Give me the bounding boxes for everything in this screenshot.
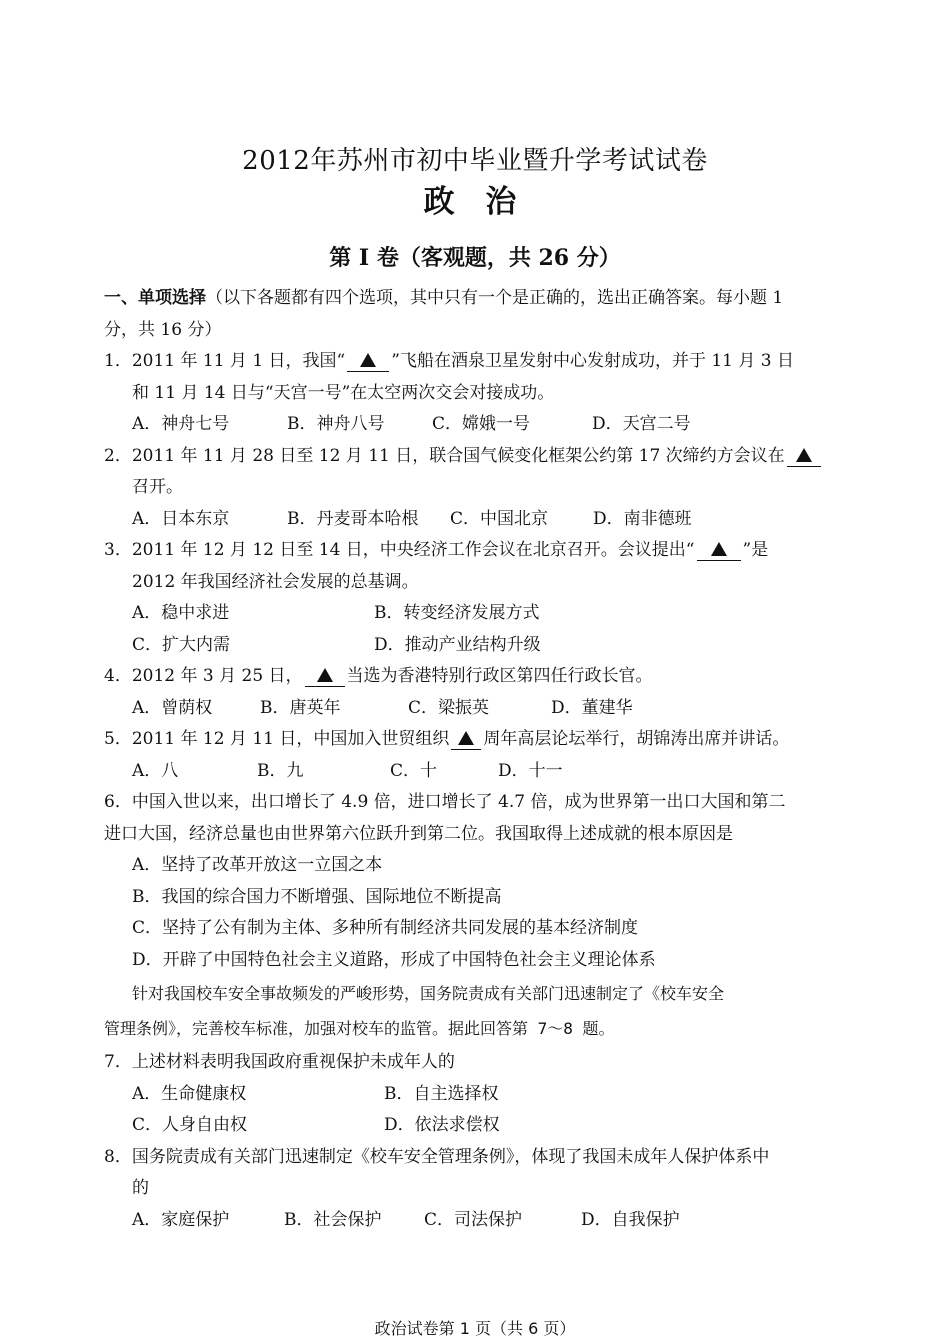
q2-line-2: 召开。 [132,477,183,497]
question-3 [104,535,849,567]
q8-options [104,1205,849,1237]
q3-text-a: 3．2011 年 12 月 12 日至 14 日，中央经济工作会议在北京召开。会议提出“ [104,540,695,560]
q3-options-row-2 [104,630,849,662]
option-b: B．九 [257,760,304,781]
q6-line-2: 进口大国，经济总量也由世界第六位跃升到第二位。我国取得上述成就的根本原因是 [104,823,733,844]
q5-text-a: 5．2011 年 12 月 11 日，中国加入世贸组织 [104,729,450,749]
option-c: C．嫦娥一号 [432,414,531,434]
volume-heading: 第 I 卷（客观题，共 26 分） [329,245,621,271]
q1-text-a: 1．2011 年 11 月 1 日，我国“ [104,351,346,371]
option-c: C．十 [390,760,438,781]
q4-text-a: 4．2012 年 3 月 25 日， [104,666,303,686]
option-c: C．司法保护 [424,1209,523,1230]
option-a: A．稳中求进 [132,603,230,623]
answer-blank [305,666,345,687]
triangle-icon [458,731,474,745]
subject-title: 政 治 [423,184,527,220]
triangle-icon [317,668,333,682]
option-b: B．神舟八号 [287,414,385,434]
question-4 [104,661,849,693]
option-c: C．人身自由权 [132,1115,248,1135]
q4-text-b: 当选为香港特别行政区第四任行政长官。 [346,666,653,686]
option-d: D．推动产业结构升级 [374,634,541,655]
q5-options [104,756,849,788]
question-5 [104,724,849,756]
q2-text-a: 2．2011 年 11 月 28 日至 12 月 11 日，联合国气候变化框架公约第 17 次缔约方会议在 [104,445,785,466]
option-d: D．开辟了中国特色社会主义道路，形成了中国特色社会主义理论体系 [132,949,656,970]
option-d: D．十一 [498,760,563,781]
q1-text-b: ”飞船在酒泉卫星发射中心发射成功，并于 11 月 3 日 [391,351,795,371]
option-b: B．我国的综合国力不断增强、国际地位不断提高 [132,886,502,907]
option-a: A．生命健康权 [132,1083,247,1104]
option-b: B．唐英年 [260,697,341,718]
section-instr-2: 分，共 16 分） [104,319,222,340]
answer-blank [451,729,481,750]
option-d: D．南非德班 [593,508,692,529]
q3-options-row-1 [104,598,849,630]
q2-options [104,504,849,536]
option-a: A．日本东京 [132,508,230,529]
option-c: C．中国北京 [450,508,549,529]
question-2 [104,441,849,473]
option-c: C．坚持了公有制为主体、多种所有制经济共同发展的基本经济制度 [132,918,639,938]
page-footer: 政治试卷第 1 页（共 6 页） [374,1319,576,1338]
question-body [104,283,849,1236]
option-a: A．家庭保护 [132,1209,230,1230]
q5-text-b: 周年高层论坛举行，胡锦涛出席并讲话。 [483,729,790,749]
section-instr-1: （以下各题都有四个选项，其中只有一个是正确的，选出正确答案。每小题 1 [206,288,784,308]
option-d: D．依法求偿权 [384,1115,500,1135]
option-a: A．神舟七号 [132,414,230,434]
q1-options [104,409,849,441]
exam-title: 2012年苏州市初中毕业暨升学考试试卷 [242,146,708,176]
q1-line-2: 和 11 月 14 日与“天宫一号”在太空两次交会对接成功。 [132,382,555,403]
option-c: C．梁振英 [408,697,490,718]
option-d: D．天宫二号 [592,414,691,434]
option-d: D．自我保护 [581,1209,680,1230]
option-a: A．八 [132,760,179,781]
triangle-icon [711,542,727,556]
option-d: D．董建华 [551,697,633,718]
answer-blank [787,446,821,467]
triangle-icon [796,448,812,462]
question-1 [104,346,849,378]
answer-blank [347,351,389,372]
option-c: C．扩大内需 [132,634,231,655]
q3-text-b: ”是 [742,540,769,560]
question-7: 7．上述材料表明我国政府重视保护未成年人的 [104,1052,455,1072]
question-8: 8．国务院责成有关部门迅速制定《校车安全管理条例》，体现了我国未成年人保护体系中 [104,1146,770,1167]
answer-blank [697,540,741,561]
option-b: B．自主选择权 [384,1083,499,1104]
q7-options-row-2 [104,1110,849,1142]
section-heading: 一、单项选择 [104,288,206,308]
option-a: A．曾荫权 [132,697,213,718]
material-line-1: 针对我国校车安全事故频发的严峻形势，国务院责成有关部门迅速制定了《校车安全 [132,984,725,1003]
question-6: 6．中国入世以来，出口增长了 4.9 倍，进口增长了 4.7 倍，成为世界第一出口大国和第二 [104,792,786,812]
option-a: A．坚持了改革开放这一立国之本 [132,855,383,875]
material-line-2: 管理条例》，完善校车标准，加强对校车的监管。据此回答第 7～8 题。 [104,1019,615,1038]
q4-options [104,693,849,725]
q3-line-2: 2012 年我国经济社会发展的总基调。 [132,571,419,592]
triangle-icon [360,353,376,367]
option-b: B．社会保护 [284,1209,382,1230]
q7-options-row-1 [104,1079,849,1111]
q8-line-2: 的 [132,1178,149,1198]
option-b: B．转变经济发展方式 [374,603,540,623]
section-instructions [104,283,849,315]
option-b: B．丹麦哥本哈根 [287,508,419,529]
